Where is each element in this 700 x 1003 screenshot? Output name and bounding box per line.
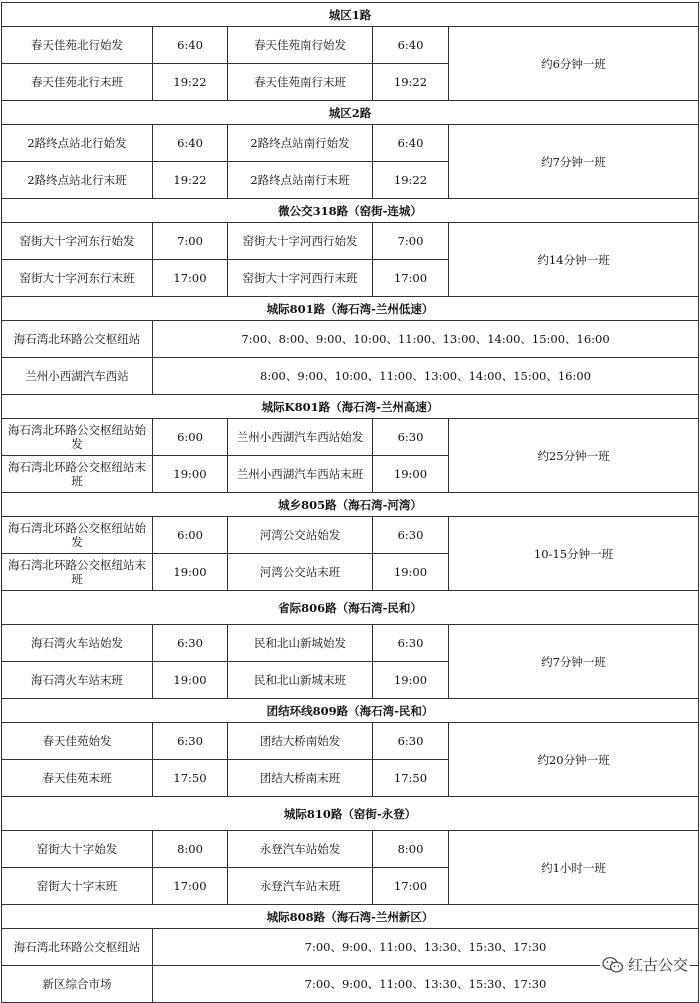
return-stop: 永登汽车站末班 <box>228 868 373 905</box>
table-row <box>2 929 699 966</box>
interval: 约1小时一班 <box>449 831 699 905</box>
route-title: 城区1路 <box>2 3 699 27</box>
return-time: 6:30 <box>373 625 449 662</box>
return-stop: 团结大桥南末班 <box>228 760 373 797</box>
departure-time: 6:40 <box>153 125 228 162</box>
route-title-row <box>2 3 699 27</box>
interval: 约6分钟一班 <box>449 27 699 101</box>
return-stop: 春天佳苑南行末班 <box>228 64 373 101</box>
interval: 约20分钟一班 <box>449 723 699 797</box>
return-stop: 河湾公交站始发 <box>228 517 373 554</box>
return-stop: 兰州小西湖汽车西站末班 <box>228 456 373 493</box>
return-time: 19:00 <box>373 662 449 699</box>
wechat-icon <box>602 956 624 974</box>
departure-stop: 2路终点站北行末班 <box>2 162 153 199</box>
interval: 10-15分钟一班 <box>449 517 699 591</box>
return-time: 19:00 <box>373 554 449 591</box>
route-title-row <box>2 101 699 125</box>
table-row <box>2 419 699 456</box>
departure-time: 8:00 <box>153 831 228 868</box>
departure-stop: 春天佳苑北行末班 <box>2 64 153 101</box>
table-row <box>2 125 699 162</box>
table-row <box>2 723 699 760</box>
route-title: 城际K801路（海石湾-兰州高速） <box>2 395 699 419</box>
route-title-row <box>2 797 699 831</box>
watermark-text: 红古公交 <box>627 956 688 974</box>
interval: 约14分钟一班 <box>449 223 699 297</box>
departure-stop: 窑街大十字河东行始发 <box>2 223 153 260</box>
route-title: 城际801路（海石湾-兰州低速） <box>2 297 699 321</box>
table-row <box>2 625 699 662</box>
return-time: 19:22 <box>373 162 449 199</box>
route-title: 团结环线809路（海石湾-民和） <box>2 699 699 723</box>
departure-stop: 海石湾火车站末班 <box>2 662 153 699</box>
interval: 约7分钟一班 <box>449 625 699 699</box>
interval: 约25分钟一班 <box>449 419 699 493</box>
departure-stop: 春天佳苑始发 <box>2 723 153 760</box>
departure-time: 6:30 <box>153 723 228 760</box>
bus-schedule-table <box>1 2 699 1003</box>
route-title: 城际808路（海石湾-兰州新区） <box>2 905 699 929</box>
interval: 约7分钟一班 <box>449 125 699 199</box>
departure-stop: 2路终点站北行始发 <box>2 125 153 162</box>
table-row <box>2 358 699 395</box>
return-stop: 河湾公交站末班 <box>228 554 373 591</box>
return-time: 17:00 <box>373 260 449 297</box>
watermark <box>600 954 690 975</box>
departure-time: 19:00 <box>153 662 228 699</box>
return-stop: 团结大桥南始发 <box>228 723 373 760</box>
route-title: 城区2路 <box>2 101 699 125</box>
return-stop: 窑街大十字河西行始发 <box>228 223 373 260</box>
departure-time: 17:50 <box>153 760 228 797</box>
route-title: 微公交318路（窑街-连城） <box>2 199 699 223</box>
departure-time: 17:00 <box>153 868 228 905</box>
departure-stop: 窑街大十字始发 <box>2 831 153 868</box>
route-title-row <box>2 297 699 321</box>
departure-stop: 海石湾北环路公交枢纽站末班 <box>2 456 153 493</box>
route-title-row <box>2 493 699 517</box>
return-time: 6:30 <box>373 419 449 456</box>
table-row <box>2 831 699 868</box>
return-time: 8:00 <box>373 831 449 868</box>
departure-stop: 海石湾火车站始发 <box>2 625 153 662</box>
return-stop: 窑街大十字河西行末班 <box>228 260 373 297</box>
return-time: 6:40 <box>373 125 449 162</box>
return-time: 19:22 <box>373 64 449 101</box>
return-time: 17:00 <box>373 868 449 905</box>
departure-times: 7:00、9:00、11:00、13:30、15:30、17:30 <box>153 929 699 966</box>
table-row <box>2 517 699 554</box>
departure-time: 6:30 <box>153 625 228 662</box>
departure-stop: 窑街大十字河东行末班 <box>2 260 153 297</box>
route-title: 城际810路（窑街-永登） <box>2 797 699 831</box>
return-stop: 永登汽车站始发 <box>228 831 373 868</box>
departure-stop: 海石湾北环路公交枢纽站 <box>2 929 153 966</box>
departure-time: 6:40 <box>153 27 228 64</box>
table-row <box>2 966 699 1003</box>
route-title-row <box>2 699 699 723</box>
return-stop: 民和北山新城始发 <box>228 625 373 662</box>
return-time: 6:30 <box>373 723 449 760</box>
departure-time: 19:00 <box>153 554 228 591</box>
return-stop: 2路终点站南行末班 <box>228 162 373 199</box>
departure-stop: 海石湾北环路公交枢纽站 <box>2 321 153 358</box>
departure-time: 6:00 <box>153 517 228 554</box>
departure-time: 6:00 <box>153 419 228 456</box>
route-title-row <box>2 199 699 223</box>
table-row <box>2 223 699 260</box>
return-time: 17:50 <box>373 760 449 797</box>
route-title-row <box>2 905 699 929</box>
departure-stop: 春天佳苑北行始发 <box>2 27 153 64</box>
table-row <box>2 321 699 358</box>
return-time: 6:40 <box>373 27 449 64</box>
route-title-row <box>2 591 699 625</box>
return-stop: 春天佳苑南行始发 <box>228 27 373 64</box>
departure-time: 19:22 <box>153 64 228 101</box>
route-title-row <box>2 395 699 419</box>
departure-stop: 春天佳苑末班 <box>2 760 153 797</box>
departure-time: 17:00 <box>153 260 228 297</box>
departure-times: 7:00、8:00、9:00、10:00、11:00、13:00、14:00、15:00、16:00 <box>153 321 699 358</box>
route-title: 城乡805路（海石湾-河湾） <box>2 493 699 517</box>
departure-stop: 海石湾北环路公交枢纽站始发 <box>2 419 153 456</box>
departure-times: 7:00、9:00、11:00、13:30、15:30、17:30 <box>153 966 699 1003</box>
return-time: 6:30 <box>373 517 449 554</box>
departure-stop: 海石湾北环路公交枢纽站末班 <box>2 554 153 591</box>
departure-times: 8:00、9:00、10:00、11:00、13:00、14:00、15:00、16:00 <box>153 358 699 395</box>
route-title: 省际806路（海石湾-民和） <box>2 591 699 625</box>
return-stop: 兰州小西湖汽车西站始发 <box>228 419 373 456</box>
return-time: 19:00 <box>373 456 449 493</box>
departure-stop: 窑街大十字末班 <box>2 868 153 905</box>
departure-time: 19:00 <box>153 456 228 493</box>
return-time: 7:00 <box>373 223 449 260</box>
return-stop: 2路终点站南行始发 <box>228 125 373 162</box>
departure-time: 19:22 <box>153 162 228 199</box>
departure-time: 7:00 <box>153 223 228 260</box>
departure-stop: 兰州小西湖汽车西站 <box>2 358 153 395</box>
return-stop: 民和北山新城末班 <box>228 662 373 699</box>
departure-stop: 新区综合市场 <box>2 966 153 1003</box>
table-row <box>2 27 699 64</box>
departure-stop: 海石湾北环路公交枢纽站始发 <box>2 517 153 554</box>
